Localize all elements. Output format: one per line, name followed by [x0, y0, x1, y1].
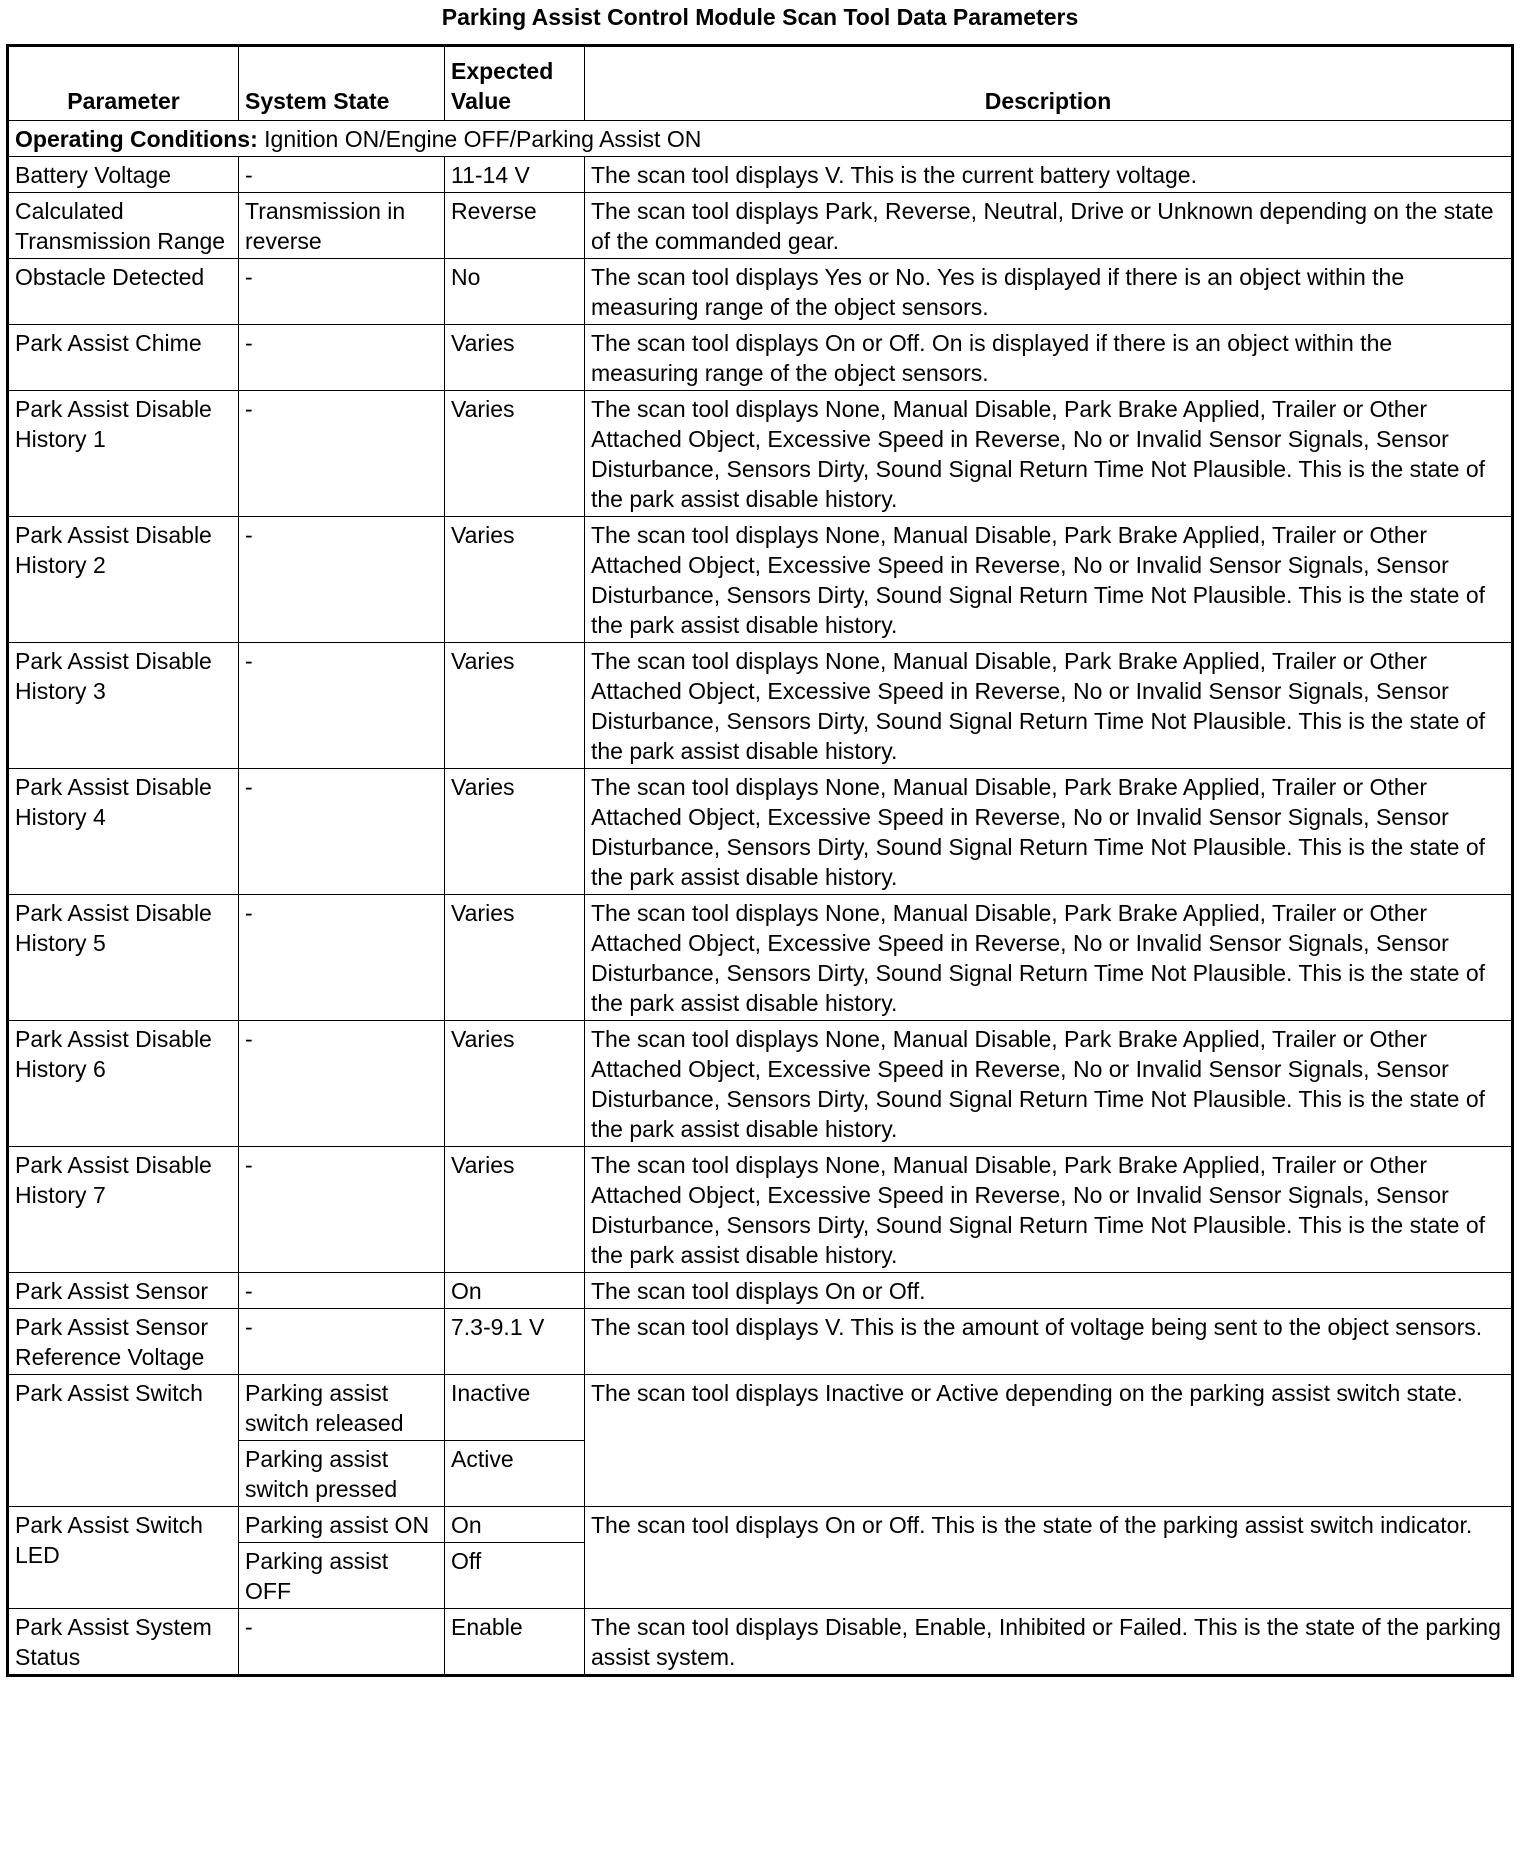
description-cell: The scan tool displays None, Manual Disable, Park Brake Applied, Trailer or Other Attached Object, Excessive Speed in Reverse, No or Invalid Sensor Signals, Sensor Disturbance, Sensors Dirty, Sound Signal Return Time Not Plausible. This is the state of the park assist disable history. [585, 1021, 1513, 1147]
expected-value-cell: Enable [445, 1609, 585, 1676]
expected-value-cell: Inactive [445, 1375, 585, 1441]
parameter-cell: Park Assist Chime [8, 325, 239, 391]
expected-value-cell: 7.3-9.1 V [445, 1309, 585, 1375]
parameter-cell: Park Assist Disable History 4 [8, 769, 239, 895]
parameter-cell: Park Assist System Status [8, 1609, 239, 1676]
operating-conditions-label: Operating Conditions: [15, 126, 258, 152]
header-expected-value: Expected Value [445, 46, 585, 121]
expected-value-cell: On [445, 1507, 585, 1543]
expected-value-cell: Reverse [445, 193, 585, 259]
parameter-cell: Park Assist Sensor [8, 1273, 239, 1309]
description-cell: The scan tool displays Disable, Enable, Inhibited or Failed. This is the state of the parking assist system. [585, 1609, 1513, 1676]
system-state-cell: - [239, 391, 445, 517]
system-state-cell: Transmission in reverse [239, 193, 445, 259]
description-cell: The scan tool displays V. This is the current battery voltage. [585, 157, 1513, 193]
description-cell: The scan tool displays On or Off. This is the state of the parking assist switch indicator. [585, 1507, 1513, 1609]
table-row [8, 517, 1513, 643]
expected-value-cell: Off [445, 1543, 585, 1609]
expected-value-cell: Varies [445, 643, 585, 769]
expected-value-cell: Varies [445, 517, 585, 643]
table-row [8, 1309, 1513, 1375]
system-state-cell: Parking assist switch released [239, 1375, 445, 1441]
system-state-cell: - [239, 1609, 445, 1676]
system-state-cell: Parking assist ON [239, 1507, 445, 1543]
parameter-cell: Park Assist Sensor Reference Voltage [8, 1309, 239, 1375]
table-row [8, 1507, 1513, 1543]
description-cell: The scan tool displays None, Manual Disable, Park Brake Applied, Trailer or Other Attached Object, Excessive Speed in Reverse, No or Invalid Sensor Signals, Sensor Disturbance, Sensors Dirty, Sound Signal Return Time Not Plausible. This is the state of the park assist disable history. [585, 895, 1513, 1021]
parameter-cell: Park Assist Disable History 2 [8, 517, 239, 643]
parameter-cell: Park Assist Disable History 6 [8, 1021, 239, 1147]
table-row [8, 325, 1513, 391]
parameter-cell: Park Assist Disable History 3 [8, 643, 239, 769]
table-row [8, 1147, 1513, 1273]
table-row [8, 769, 1513, 895]
description-cell: The scan tool displays None, Manual Disable, Park Brake Applied, Trailer or Other Attached Object, Excessive Speed in Reverse, No or Invalid Sensor Signals, Sensor Disturbance, Sensors Dirty, Sound Signal Return Time Not Plausible. This is the state of the park assist disable history. [585, 391, 1513, 517]
header-system-state: System State [239, 46, 445, 121]
table-row [8, 1609, 1513, 1676]
table-row [8, 193, 1513, 259]
table-header-row [8, 46, 1513, 121]
table-row [8, 157, 1513, 193]
expected-value-cell: Varies [445, 895, 585, 1021]
system-state-cell: Parking assist switch pressed [239, 1441, 445, 1507]
description-cell: The scan tool displays None, Manual Disable, Park Brake Applied, Trailer or Other Attached Object, Excessive Speed in Reverse, No or Invalid Sensor Signals, Sensor Disturbance, Sensors Dirty, Sound Signal Return Time Not Plausible. This is the state of the park assist disable history. [585, 643, 1513, 769]
system-state-cell: - [239, 517, 445, 643]
system-state-cell: - [239, 1021, 445, 1147]
system-state-cell: - [239, 259, 445, 325]
system-state-cell: - [239, 325, 445, 391]
operating-conditions [8, 121, 1513, 157]
description-cell: The scan tool displays None, Manual Disable, Park Brake Applied, Trailer or Other Attached Object, Excessive Speed in Reverse, No or Invalid Sensor Signals, Sensor Disturbance, Sensors Dirty, Sound Signal Return Time Not Plausible. This is the state of the park assist disable history. [585, 769, 1513, 895]
parameter-cell: Park Assist Switch [8, 1375, 239, 1507]
parameter-cell: Park Assist Disable History 7 [8, 1147, 239, 1273]
system-state-cell: - [239, 1309, 445, 1375]
system-state-cell: Parking assist OFF [239, 1543, 445, 1609]
description-cell: The scan tool displays On or Off. On is displayed if there is an object within the measuring range of the object sensors. [585, 325, 1513, 391]
expected-value-cell: 11-14 V [445, 157, 585, 193]
table-row [8, 1273, 1513, 1309]
table-row [8, 391, 1513, 517]
system-state-cell: - [239, 1273, 445, 1309]
operating-conditions-value: Ignition ON/Engine OFF/Parking Assist ON [257, 126, 702, 152]
scan-tool-data-table [6, 44, 1514, 1677]
expected-value-cell: Varies [445, 1021, 585, 1147]
header-description: Description [585, 46, 1513, 121]
page-title: Parking Assist Control Module Scan Tool Data Parameters [441, 4, 1079, 30]
parameter-cell: Park Assist Switch LED [8, 1507, 239, 1609]
description-cell: The scan tool displays V. This is the amount of voltage being sent to the object sensors. [585, 1309, 1513, 1375]
description-cell: The scan tool displays None, Manual Disable, Park Brake Applied, Trailer or Other Attached Object, Excessive Speed in Reverse, No or Invalid Sensor Signals, Sensor Disturbance, Sensors Dirty, Sound Signal Return Time Not Plausible. This is the state of the park assist disable history. [585, 517, 1513, 643]
system-state-cell: - [239, 895, 445, 1021]
parameter-cell: Park Assist Disable History 1 [8, 391, 239, 517]
expected-value-cell: Varies [445, 325, 585, 391]
expected-value-cell: Varies [445, 391, 585, 517]
parameter-cell: Calculated Transmission Range [8, 193, 239, 259]
system-state-cell: - [239, 643, 445, 769]
parameter-cell: Battery Voltage [8, 157, 239, 193]
expected-value-cell: Active [445, 1441, 585, 1507]
description-cell: The scan tool displays None, Manual Disable, Park Brake Applied, Trailer or Other Attached Object, Excessive Speed in Reverse, No or Invalid Sensor Signals, Sensor Disturbance, Sensors Dirty, Sound Signal Return Time Not Plausible. This is the state of the park assist disable history. [585, 1147, 1513, 1273]
system-state-cell: - [239, 157, 445, 193]
expected-value-cell: On [445, 1273, 585, 1309]
description-cell: The scan tool displays Yes or No. Yes is displayed if there is an object within the measuring range of the object sensors. [585, 259, 1513, 325]
table-row [8, 259, 1513, 325]
operating-conditions-row [8, 121, 1513, 157]
table-row [8, 1375, 1513, 1441]
expected-value-cell: Varies [445, 1147, 585, 1273]
description-cell: The scan tool displays Park, Reverse, Neutral, Drive or Unknown depending on the state of the commanded gear. [585, 193, 1513, 259]
table-row [8, 643, 1513, 769]
header-parameter: Parameter [8, 46, 239, 121]
table-row [8, 895, 1513, 1021]
expected-value-cell: No [445, 259, 585, 325]
description-cell: The scan tool displays On or Off. [585, 1273, 1513, 1309]
system-state-cell: - [239, 769, 445, 895]
parameter-cell: Park Assist Disable History 5 [8, 895, 239, 1021]
description-cell: The scan tool displays Inactive or Active depending on the parking assist switch state. [585, 1375, 1513, 1507]
expected-value-cell: Varies [445, 769, 585, 895]
parameter-cell: Obstacle Detected [8, 259, 239, 325]
table-row [8, 1021, 1513, 1147]
system-state-cell: - [239, 1147, 445, 1273]
